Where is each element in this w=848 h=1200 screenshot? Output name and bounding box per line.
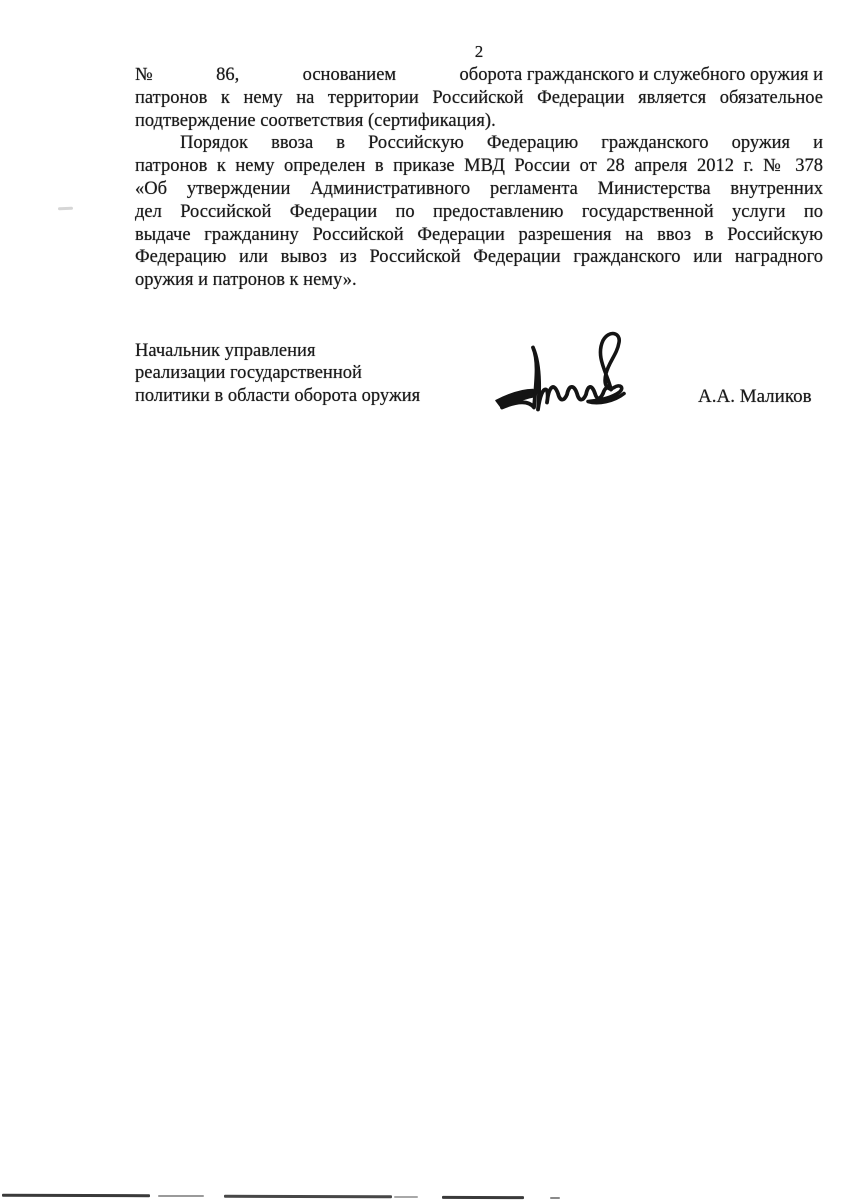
text-line: Начальник управления bbox=[135, 341, 316, 361]
text-line: подтверждение соответствия (сертификация). bbox=[135, 110, 496, 131]
scan-line-segment bbox=[394, 1196, 418, 1198]
signatory-position bbox=[135, 340, 495, 407]
text-line: «Об утверждении Административного регламента Министерства внутренних bbox=[135, 178, 823, 199]
text-line: оружия и патронов к нему». bbox=[135, 270, 357, 291]
text-line: Федерацию или вывоз из Российской Федерации гражданского или наградного bbox=[135, 247, 823, 268]
handwritten-signature-icon bbox=[482, 326, 652, 434]
text-token: № bbox=[135, 65, 153, 85]
text-line: реализации государственной bbox=[135, 363, 362, 384]
text-line: патронов к нему на территории Российской Федерации является обязательное bbox=[135, 87, 823, 108]
text-line: патронов к нему определен в приказе МВД России от 28 апреля 2012 г. № 378 bbox=[135, 156, 823, 177]
scan-line-segment bbox=[442, 1196, 524, 1199]
scan-line-segment bbox=[224, 1195, 392, 1198]
text-line: политики в области оборота оружия bbox=[135, 385, 421, 406]
text-line bbox=[135, 64, 823, 87]
scan-line-segment bbox=[158, 1195, 204, 1197]
document-body bbox=[135, 64, 823, 292]
text-token: основанием bbox=[302, 65, 397, 85]
scan-line-segment bbox=[550, 1197, 560, 1199]
paragraph-1 bbox=[135, 64, 823, 132]
scan-line-segment bbox=[2, 1194, 150, 1197]
page-number: 2 bbox=[474, 42, 484, 61]
text-line: Порядок ввоза в Российскую Федерацию гражданского оружия и bbox=[180, 133, 823, 154]
text-token: оборота гражданского и служебного оружия и bbox=[459, 65, 823, 85]
text-line: выдаче гражданину Российской Федерации разрешения на ввоз в Российскую bbox=[135, 224, 823, 245]
text-token: 86, bbox=[216, 65, 240, 85]
scan-edge-artifacts bbox=[0, 1192, 848, 1200]
signatory-name: А.А. Маликов bbox=[698, 386, 812, 407]
scan-smudge-artifact bbox=[58, 207, 73, 211]
paragraph-2 bbox=[135, 132, 823, 292]
text-line: дел Российской Федерации по предоставлению государственной услуги по bbox=[135, 201, 823, 222]
